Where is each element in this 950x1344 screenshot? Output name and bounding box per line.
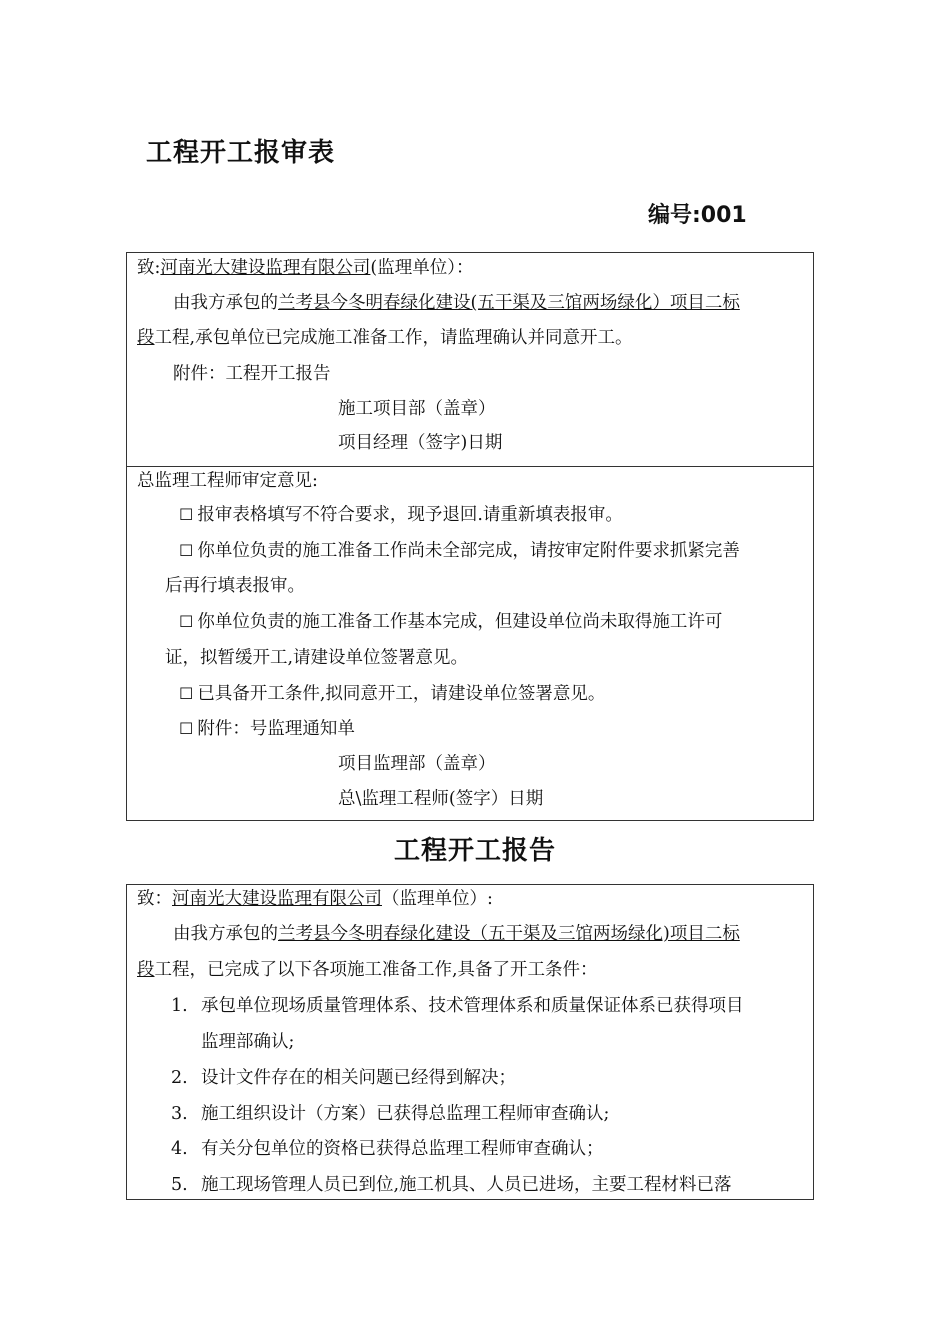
review-seal-line: 项目监理部（盖章） [338, 754, 496, 774]
option-text: 报审表格填写不符合要求，现予退回.请重新填表报审。 [197, 505, 623, 525]
checkbox-icon[interactable]: ☐ [179, 684, 194, 703]
project-name: 兰考县今冬明春绿化建设(五干渠及三馆两场绿化）项目二标 [278, 293, 740, 313]
report-rest: 工程，已完成了以下各项施工准备工作,具备了开工条件： [154, 960, 598, 980]
list-number: 4. [171, 1139, 188, 1159]
list-item [171, 1102, 609, 1126]
option-text: 附件：号监理通知单 [197, 719, 355, 739]
addressee-line [137, 256, 473, 280]
list-item [171, 1137, 604, 1161]
to-prefix: 致: [137, 258, 161, 278]
list-item [171, 1173, 732, 1197]
project-name-end: 段 [137, 328, 155, 348]
list-text: 承包单位现场质量管理体系、技术管理体系和质量保证体系已获得项目 [201, 996, 744, 1016]
list-item [171, 1030, 294, 1054]
checkbox-icon[interactable]: ☐ [179, 541, 194, 560]
option-return [179, 503, 623, 527]
to-prefix: 致： [137, 889, 172, 909]
list-text: 有关分包单位的资格已获得总监理工程师审查确认； [201, 1139, 604, 1159]
list-text: 施工现场管理人员已到位,施工机具、人员已进场，主要工程材料已落 [201, 1175, 732, 1195]
list-item [171, 1066, 516, 1090]
supervisor-company: 河南光大建设监理有限公司 [160, 258, 371, 278]
supervisor-suffix: （监理单位）: [382, 889, 493, 909]
option-text: 你单位负责的施工准备工作基本完成，但建设单位尚未取得施工许可 [197, 612, 723, 632]
option-incomplete [179, 539, 740, 563]
list-text: 监理部确认; [201, 1032, 295, 1052]
option-attachment [179, 717, 355, 741]
list-item [171, 994, 744, 1018]
report-line-2 [137, 958, 598, 982]
checkbox-icon[interactable]: ☐ [179, 612, 194, 631]
list-number: 3. [171, 1104, 188, 1124]
request-prefix: 由我方承包的 [173, 293, 278, 313]
checkbox-icon[interactable]: ☐ [179, 505, 194, 524]
option-incomplete-cont: 后再行填表报审。 [165, 576, 305, 596]
form-title: 工程开工报审表 [146, 138, 336, 168]
report-line-1 [173, 922, 740, 946]
contractor-sign-line: 项目经理（签字)日期 [338, 433, 503, 453]
option-postpone [179, 610, 722, 634]
request-line-2 [137, 326, 633, 350]
option-postpone-cont: 证，拟暂缓开工,请建设单位签署意见。 [165, 648, 469, 668]
contractor-seal-line: 施工项目部（盖章） [338, 399, 496, 419]
report-title: 工程开工报告 [393, 836, 556, 866]
start-report-table [126, 884, 814, 1200]
document-number: 编号:001 [648, 203, 747, 228]
report-prefix: 由我方承包的 [173, 924, 278, 944]
review-heading: 总监理工程师审定意见: [137, 471, 318, 491]
supervisor-company: 河南光大建设监理有限公司 [172, 889, 382, 909]
list-number: 2. [171, 1068, 188, 1088]
attachment-line: 附件：工程开工报告 [173, 364, 331, 384]
list-number: 1. [171, 996, 188, 1016]
checkbox-icon[interactable]: ☐ [179, 719, 194, 738]
section-divider [127, 466, 813, 467]
approval-form-table [126, 252, 814, 821]
option-text: 你单位负责的施工准备工作尚未全部完成，请按审定附件要求抓紧完善 [197, 541, 740, 561]
review-sign-line: 总\监理工程师(签字）日期 [338, 789, 544, 809]
option-approve [179, 682, 605, 706]
report-addressee-line [137, 887, 493, 911]
list-number: 5. [171, 1175, 188, 1195]
supervisor-suffix: (监理单位）： [370, 258, 474, 278]
project-name: 兰考县今冬明春绿化建设（五干渠及三馆两场绿化)项目二标 [278, 924, 740, 944]
list-text: 设计文件存在的相关问题已经得到解决； [201, 1068, 516, 1088]
list-text: 施工组织设计（方案）已获得总监理工程师审查确认; [201, 1104, 610, 1124]
option-text: 已具备开工条件,拟同意开工，请建设单位签署意见。 [197, 684, 606, 704]
request-rest: 工程,承包单位已完成施工准备工作，请监理确认并同意开工。 [154, 328, 633, 348]
project-name-end: 段 [137, 960, 155, 980]
request-line-1 [173, 291, 740, 315]
